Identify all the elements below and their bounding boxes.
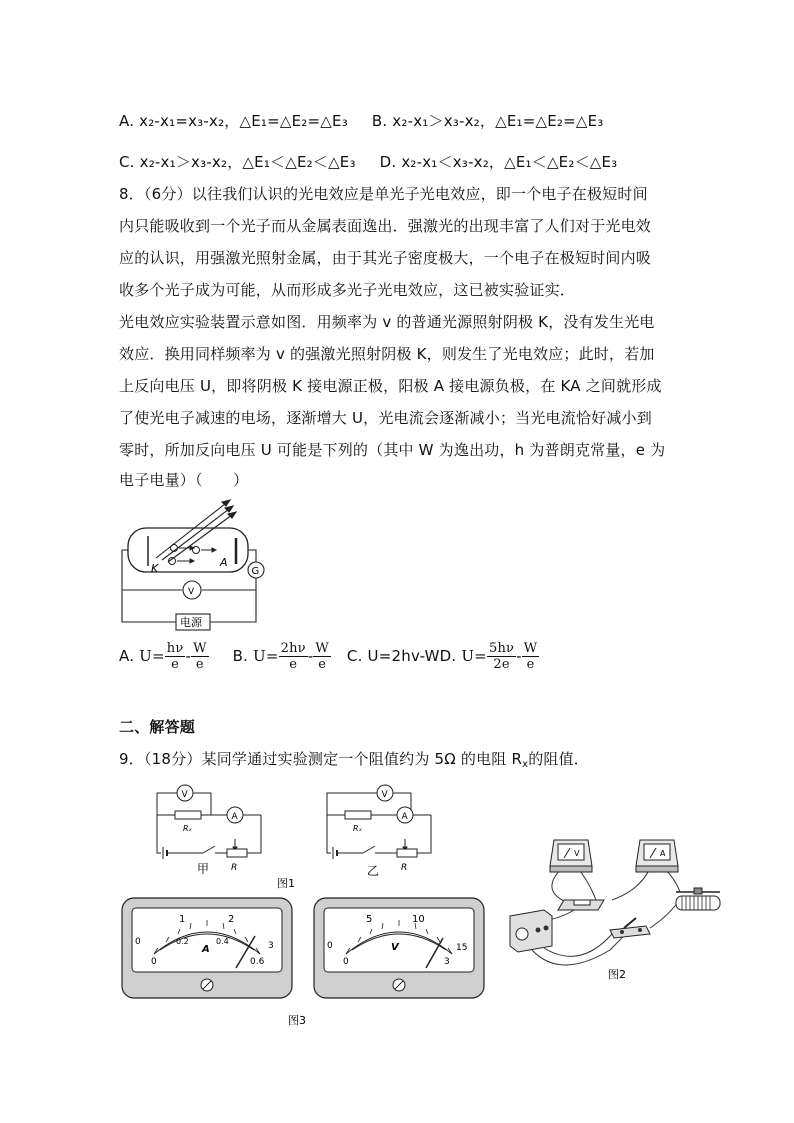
- section-title: 二、解答题: [119, 718, 196, 736]
- q8-option-d-frac1: [487, 641, 516, 672]
- ammeter-left-0b: 0: [151, 957, 157, 967]
- frac-num: hν: [166, 641, 184, 656]
- q7-option-a-label: A.: [119, 112, 135, 130]
- q8-option-b-label: B.: [232, 647, 249, 665]
- fig1-v-label: V: [381, 790, 388, 800]
- q8-line: 上反向电压 U，即将阴极 K 接电源正极，阳极 A 接电源负极，在 KA 之间就形成: [119, 377, 662, 395]
- q8-line: 了使光电子减速的电场，逐渐增大 U，光电流会逐渐减小；当光电流恰好减小到: [119, 409, 652, 427]
- ammeter-right-06: 0.6: [250, 957, 265, 967]
- fig1-v-label: V: [181, 790, 188, 800]
- q8-option-d-frac2: [522, 641, 540, 672]
- label-k: K: [151, 562, 159, 575]
- frac-den: e: [289, 657, 298, 672]
- label-g: G: [251, 566, 260, 577]
- q8-options-row: [119, 641, 539, 672]
- ammeter-right-3: 3: [268, 941, 274, 951]
- q8-option-a-u: U=: [139, 647, 165, 665]
- fig1-a-label: A: [401, 812, 408, 822]
- ammeter-top-1: 1: [179, 914, 186, 925]
- fig1-yi-label: 乙: [367, 864, 380, 878]
- fig3-caption: 图3: [288, 1014, 306, 1027]
- frac-num: W: [193, 641, 207, 656]
- q9-figure3: [118, 892, 498, 1032]
- vacuum-tube: [128, 528, 248, 572]
- rheostat-r: [397, 849, 417, 857]
- voltmeter-unit: V: [391, 942, 399, 953]
- q7-option-d-expr: x₂-x₁＜x₃-x₂，△E₁＜△E₂＜△E₃: [401, 153, 618, 171]
- q8-line: 电子电量）（ ）: [119, 471, 249, 489]
- q7-option-b-expr: x₂-x₁＞x₃-x₂，△E₁=△E₂=△E₃: [392, 112, 604, 130]
- voltmeter-device: [550, 840, 592, 872]
- label-a: A: [220, 556, 228, 569]
- q8-option-c-text: U=2hv-WD.: [367, 647, 457, 665]
- voltmeter-left-0: 0: [327, 941, 333, 951]
- frac-num: 2hν: [280, 641, 306, 656]
- q8-option-a-frac1: [165, 641, 186, 672]
- fig1-jia-label: 甲: [197, 862, 210, 876]
- minus: -: [307, 647, 314, 665]
- q7-option-a-expr: x₂-x₁=x₃-x₂，△E₁=△E₂=△E₃: [139, 112, 348, 130]
- q7-option-b-label: B.: [371, 112, 388, 130]
- fig1-a-label: A: [231, 812, 238, 822]
- q8-option-b-frac1: [279, 641, 308, 672]
- frac-den: e: [195, 657, 204, 672]
- q8-photoelectric-figure: [118, 492, 278, 634]
- q7-options-row2: [119, 151, 617, 172]
- resistor-board: [558, 900, 604, 910]
- q8-option-a-label: A.: [119, 647, 135, 665]
- q8-option-d-u: U=: [461, 647, 487, 665]
- frac-den: e: [171, 657, 180, 672]
- fig2-caption: 图2: [608, 968, 626, 981]
- q9-text: [119, 748, 589, 770]
- q8-line: 8．（6分）以往我们认识的光电效应是单光子光电效应，即一个电子在极短时间: [119, 185, 648, 203]
- q8-line: 收多个光子成为可能，从而形成多光子光电效应，这已被实验证实．: [119, 281, 576, 299]
- ammeter-mid-02: 0.2: [176, 937, 189, 946]
- q7-option-d-label: D.: [379, 153, 397, 171]
- q7-options-row1: [119, 110, 604, 131]
- electrons: [169, 545, 217, 565]
- q8-line: 光电效应实验装置示意如图．用频率为 v 的普通光源照射阴极 K，没有发生光电: [119, 313, 655, 331]
- q8-line: 零时，所加反向电压 U 可能是下列的（其中 W 为逸出功，h 为普朗克常量，e 为: [119, 441, 666, 459]
- q8-option-b-frac2: [313, 641, 331, 672]
- frac-num: W: [315, 641, 329, 656]
- rheostat-r: [227, 849, 247, 857]
- q8-line: 应的认识，用强激光照射金属，由于其光子密度极大，一个电子在极短时间内吸: [119, 249, 652, 267]
- q8-option-c-label: C.: [346, 647, 363, 665]
- frac-den: 2e: [493, 657, 510, 672]
- rheostat-device: [676, 888, 720, 910]
- q7-option-c-expr: x₂-x₁＞x₃-x₂，△E₁＜△E₂＜△E₃: [139, 153, 356, 171]
- q7-option-c-label: C.: [119, 153, 135, 171]
- voltmeter-left-0b: 0: [343, 957, 349, 967]
- q9-figure1: [145, 775, 465, 895]
- q9-text-prefix: 9．（18分）某同学通过实验测定一个阻值约为 5Ω 的电阻 R: [119, 750, 523, 768]
- voltmeter-right-3: 3: [444, 957, 450, 967]
- resistor-rx: [175, 811, 201, 819]
- q8-option-a-frac2: [191, 641, 209, 672]
- frac-den: e: [526, 657, 535, 672]
- minus: -: [516, 647, 522, 665]
- apparatus-wires: [532, 868, 680, 965]
- minus: -: [185, 647, 192, 665]
- ammeter-left-0: 0: [135, 937, 141, 947]
- fig1-rx-label: Rₓ: [353, 824, 363, 833]
- resistor-rx: [345, 811, 371, 819]
- fig1-rx-label: Rₓ: [183, 824, 193, 833]
- voltmeter-top-10: 10: [412, 914, 425, 925]
- ammeter-mid-04: 0.4: [216, 937, 229, 946]
- fig2-v-label: V: [574, 849, 580, 858]
- ammeter-unit: A: [202, 944, 210, 955]
- light-beams: [156, 500, 236, 562]
- frac-den: e: [318, 657, 327, 672]
- fig1-r-label: R: [231, 863, 238, 873]
- q9-figure2: [500, 820, 730, 990]
- q8-option-b-u: U=: [253, 647, 279, 665]
- q8-line: 内只能吸收到一个光子而从金属表面逸出．强激光的出现丰富了人们对于光电效: [119, 217, 652, 235]
- frac-num: 5hν: [488, 641, 515, 656]
- label-v: V: [188, 587, 195, 597]
- ammeter-device: [636, 840, 678, 872]
- fig1-caption: 图1: [277, 877, 295, 890]
- frac-num: W: [523, 641, 538, 656]
- q9-text-suffix: 的阻值．: [528, 750, 590, 768]
- ammeter-top-2: 2: [228, 914, 235, 925]
- fig1-r-label: R: [401, 863, 408, 873]
- q9-text-sub: x: [522, 759, 529, 770]
- label-power: 电源: [180, 616, 202, 629]
- power-supply-device: [510, 910, 552, 952]
- voltmeter-top-5: 5: [366, 914, 373, 925]
- switch-device: [610, 918, 650, 938]
- fig2-a-label: A: [660, 849, 666, 858]
- voltmeter-right-15: 15: [456, 943, 468, 953]
- q8-line: 效应．换用同样频率为 v 的强激光照射阴极 K，则发生了光电效应；此时，若加: [119, 345, 655, 363]
